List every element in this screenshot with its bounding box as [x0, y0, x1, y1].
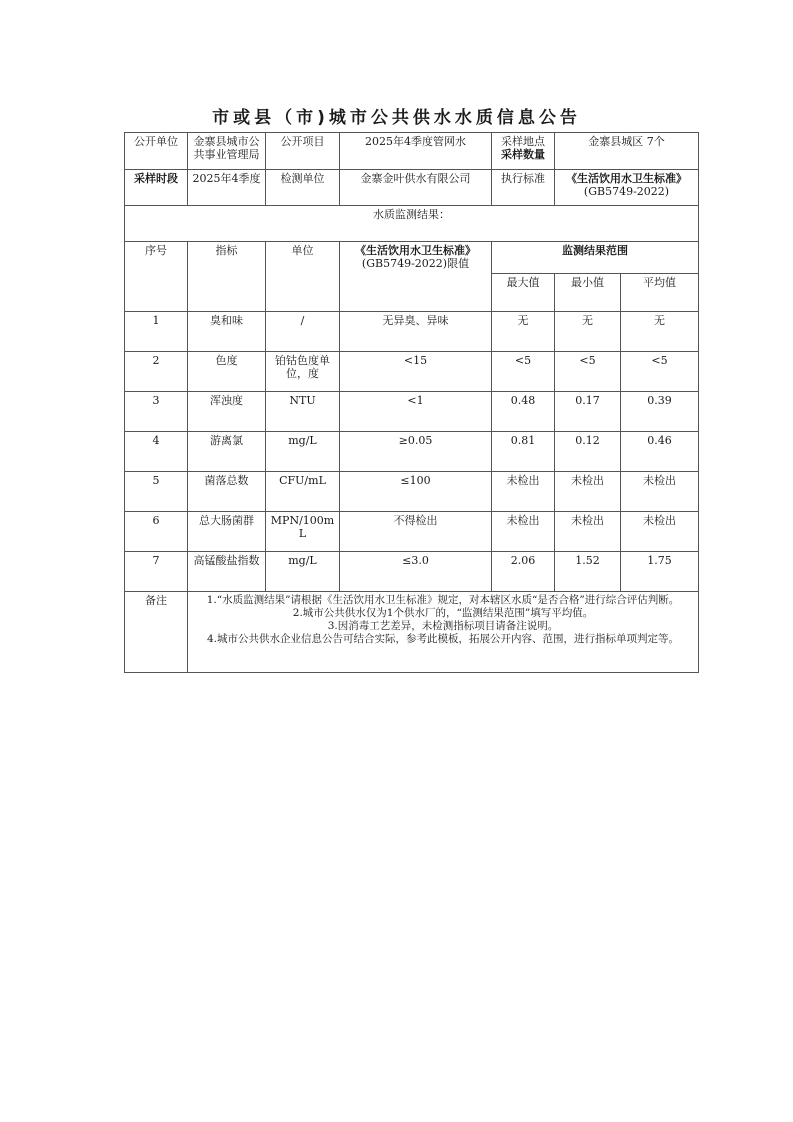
- sampling-count-text: 采样数量: [501, 148, 545, 161]
- standard-label: 执行标准: [492, 170, 555, 206]
- row-limit: ≤100: [340, 472, 492, 512]
- col-limit: [340, 242, 492, 312]
- sampling-period-label: 采样时段: [125, 170, 188, 206]
- column-header-row: [125, 242, 699, 274]
- row-max: 0.48: [492, 392, 555, 432]
- results-heading-row: [125, 206, 699, 242]
- row-unit: NTU: [266, 392, 340, 432]
- row-limit: <1: [340, 392, 492, 432]
- row-seq: 6: [125, 512, 188, 552]
- col-limit-name: 《生活饮用水卫生标准》: [355, 244, 476, 257]
- table-row: [125, 472, 699, 512]
- row-avg: 1.75: [621, 552, 699, 592]
- row-unit: 铂钴色度单位，度: [266, 352, 340, 392]
- table-row: [125, 312, 699, 352]
- row-indicator: 游离氯: [188, 432, 266, 472]
- remark-line-4: 4.城市公共供水企业信息公告可结合实际，参考此模板，拓展公开内容、范围，进行指标单项判定等。: [206, 633, 680, 645]
- sampling-location-label: [492, 133, 555, 170]
- table-row: [125, 432, 699, 472]
- col-max: 最大值: [492, 274, 555, 312]
- row-indicator: 色度: [188, 352, 266, 392]
- col-indicator: 指标: [188, 242, 266, 312]
- testing-unit-value: 金寨金叶供水有限公司: [340, 170, 492, 206]
- testing-unit-label: 检测单位: [266, 170, 340, 206]
- row-indicator: 浑浊度: [188, 392, 266, 432]
- row-seq: 1: [125, 312, 188, 352]
- row-max: <5: [492, 352, 555, 392]
- table-row: [125, 552, 699, 592]
- table-row: [125, 352, 699, 392]
- table-row: [125, 512, 699, 552]
- row-max: 无: [492, 312, 555, 352]
- row-avg: 0.39: [621, 392, 699, 432]
- row-min: 0.12: [555, 432, 621, 472]
- project-label: 公开项目: [266, 133, 340, 170]
- row-avg: 未检出: [621, 512, 699, 552]
- publisher-label: 公开单位: [125, 133, 188, 170]
- row-max: 2.06: [492, 552, 555, 592]
- row-unit: /: [266, 312, 340, 352]
- row-limit: ≥0.05: [340, 432, 492, 472]
- row-avg: 无: [621, 312, 699, 352]
- row-limit: <15: [340, 352, 492, 392]
- row-avg: 未检出: [621, 472, 699, 512]
- remark-line-2: 2.城市公共供水仅为1个供水厂的，“监测结果范围”填写平均值。: [292, 607, 594, 619]
- col-seq: 序号: [125, 242, 188, 312]
- row-unit: mg/L: [266, 552, 340, 592]
- remark-line-3: 3.因消毒工艺差异，未检测指标项目请备注说明。: [327, 620, 559, 632]
- row-unit: mg/L: [266, 432, 340, 472]
- col-unit: 单位: [266, 242, 340, 312]
- remark-line-1: 1.“水质监测结果”请根据《生活饮用水卫生标准》规定，对本辖区水质“是否合格”进行综合评估判断。: [206, 594, 680, 606]
- row-min: 0.17: [555, 392, 621, 432]
- col-range: 监测结果范围: [492, 242, 699, 274]
- row-indicator: 臭和味: [188, 312, 266, 352]
- row-avg: 0.46: [621, 432, 699, 472]
- remarks-label: 备注: [125, 592, 188, 673]
- row-indicator: 总大肠菌群: [188, 512, 266, 552]
- row-max: 0.81: [492, 432, 555, 472]
- row-min: 未检出: [555, 512, 621, 552]
- publisher-value: 金寨县城市公共事业管理局: [188, 133, 266, 170]
- sampling-location-value: 金寨县城区 7个: [555, 133, 699, 170]
- row-limit: 无异臭、异味: [340, 312, 492, 352]
- col-min: 最小值: [555, 274, 621, 312]
- standard-name: 《生活饮用水卫生标准》: [566, 172, 687, 185]
- row-seq: 7: [125, 552, 188, 592]
- row-seq: 3: [125, 392, 188, 432]
- standard-value: [555, 170, 699, 206]
- results-heading: 水质监测结果：: [125, 206, 699, 242]
- sampling-location-text: 采样地点: [501, 135, 545, 148]
- row-unit: MPN/100mL: [266, 512, 340, 552]
- row-indicator: 菌落总数: [188, 472, 266, 512]
- col-avg: 平均值: [621, 274, 699, 312]
- standard-code: (GB5749-2022): [583, 185, 670, 198]
- row-limit: 不得检出: [340, 512, 492, 552]
- sampling-period-value: 2025年4季度: [188, 170, 266, 206]
- header-row-2: [125, 170, 699, 206]
- page-title: 市或县（市)城市公共供水水质信息公告: [212, 108, 581, 128]
- row-limit: ≤3.0: [340, 552, 492, 592]
- remarks-row: [125, 592, 699, 673]
- row-min: 未检出: [555, 472, 621, 512]
- row-min: 无: [555, 312, 621, 352]
- row-min: 1.52: [555, 552, 621, 592]
- row-max: 未检出: [492, 472, 555, 512]
- remarks-content: [188, 592, 699, 673]
- row-min: <5: [555, 352, 621, 392]
- row-max: 未检出: [492, 512, 555, 552]
- row-unit: CFU/mL: [266, 472, 340, 512]
- header-row-1: [125, 133, 699, 170]
- project-value: 2025年4季度管网水: [340, 133, 492, 170]
- table-row: [125, 392, 699, 432]
- row-avg: <5: [621, 352, 699, 392]
- row-seq: 5: [125, 472, 188, 512]
- row-seq: 4: [125, 432, 188, 472]
- row-seq: 2: [125, 352, 188, 392]
- col-limit-code: (GB5749-2022)限值: [361, 257, 470, 270]
- water-quality-table: [124, 132, 699, 673]
- row-indicator: 高锰酸盐指数: [188, 552, 266, 592]
